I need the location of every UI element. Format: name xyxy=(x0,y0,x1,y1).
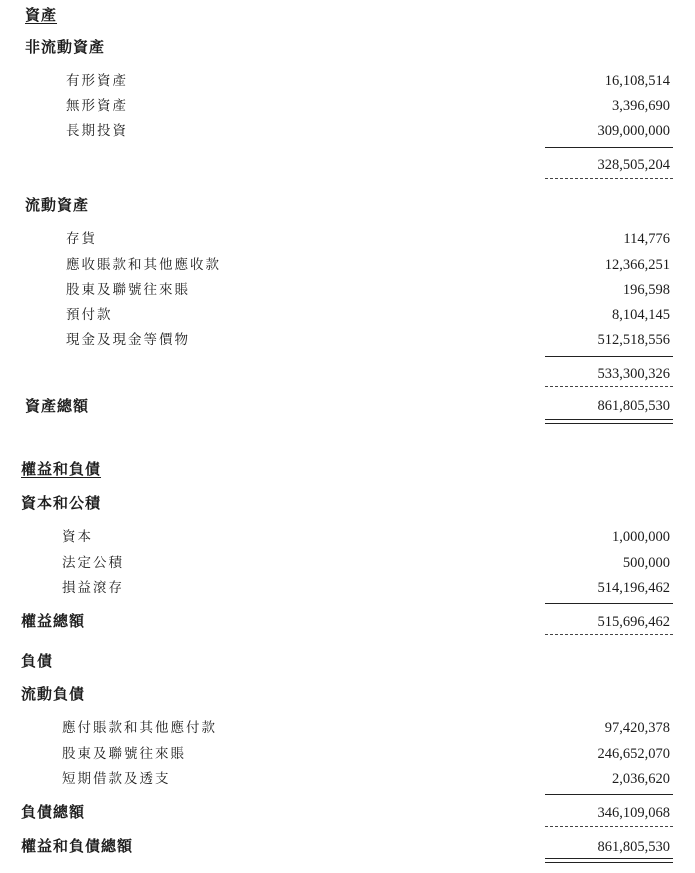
capital-label: 資本 xyxy=(62,529,93,545)
statutory-reserve-value: 500,000 xyxy=(622,555,670,571)
total-equity-value: 515,696,462 xyxy=(597,614,670,630)
total-equity-label: 權益總額 xyxy=(21,612,86,630)
related-accounts-value: 196,598 xyxy=(622,282,670,298)
capital-value: 1,000,000 xyxy=(612,529,670,545)
prepayments-label: 預付款 xyxy=(66,307,113,323)
payables-label: 應付賬款和其他應付款 xyxy=(62,720,217,736)
payables-value: 97,420,378 xyxy=(604,720,670,736)
short-term-borrowings-value: 2,036,620 xyxy=(612,771,670,787)
subtotal-dash-rule xyxy=(545,826,673,827)
tangible-assets-label: 有形資產 xyxy=(66,73,128,89)
non-current-assets-heading: 非流動資產 xyxy=(25,38,106,56)
cash-label: 現金及現金等價物 xyxy=(66,332,190,348)
related-accounts-label: 股東及聯號往來賬 xyxy=(66,282,190,298)
capital-reserves-heading: 資本和公積 xyxy=(21,494,102,512)
receivables-value: 12,366,251 xyxy=(604,257,670,273)
grand-total-label: 權益和負債總額 xyxy=(21,837,134,855)
non-current-assets-subtotal: 328,505,204 xyxy=(597,157,670,173)
subtotal-dash-rule xyxy=(545,634,673,635)
retained-earnings-label: 損益滾存 xyxy=(62,580,124,596)
total-double-rule xyxy=(545,419,673,424)
subtotal-rule xyxy=(545,603,673,604)
receivables-label: 應收賬款和其他應收款 xyxy=(66,257,221,273)
inventory-value: 114,776 xyxy=(623,231,670,247)
intangible-assets-label: 無形資產 xyxy=(66,98,128,114)
subtotal-rule xyxy=(545,356,673,357)
current-assets-heading: 流動資產 xyxy=(25,196,90,214)
short-term-borrowings-label: 短期借款及透支 xyxy=(62,771,171,787)
statutory-reserve-label: 法定公積 xyxy=(62,555,124,571)
assets-heading: 資產 xyxy=(25,6,58,24)
long-term-investment-label: 長期投資 xyxy=(66,123,128,139)
current-liabilities-heading: 流動負債 xyxy=(21,685,86,703)
total-liabilities-value: 346,109,068 xyxy=(597,805,670,821)
liabilities-heading: 負債 xyxy=(21,652,54,670)
current-assets-subtotal: 533,300,326 xyxy=(597,366,670,382)
cash-value: 512,518,556 xyxy=(597,332,670,348)
related-accounts-payable-value: 246,652,070 xyxy=(597,746,670,762)
total-liabilities-label: 負債總額 xyxy=(21,803,86,821)
total-assets-value: 861,805,530 xyxy=(597,398,670,414)
subtotal-dash-rule xyxy=(545,178,673,179)
retained-earnings-value: 514,196,462 xyxy=(597,580,670,596)
total-double-rule xyxy=(545,858,673,863)
tangible-assets-value: 16,108,514 xyxy=(604,73,670,89)
subtotal-rule xyxy=(545,147,673,148)
grand-total-value: 861,805,530 xyxy=(597,839,670,855)
inventory-label: 存貨 xyxy=(66,231,97,247)
equity-liabilities-heading: 權益和負債 xyxy=(21,460,102,478)
long-term-investment-value: 309,000,000 xyxy=(597,123,670,139)
prepayments-value: 8,104,145 xyxy=(612,307,670,323)
subtotal-dash-rule xyxy=(545,386,673,387)
subtotal-rule xyxy=(545,794,673,795)
intangible-assets-value: 3,396,690 xyxy=(612,98,670,114)
related-accounts-payable-label: 股東及聯號往來賬 xyxy=(62,746,186,762)
total-assets-label: 資產總額 xyxy=(25,397,90,415)
